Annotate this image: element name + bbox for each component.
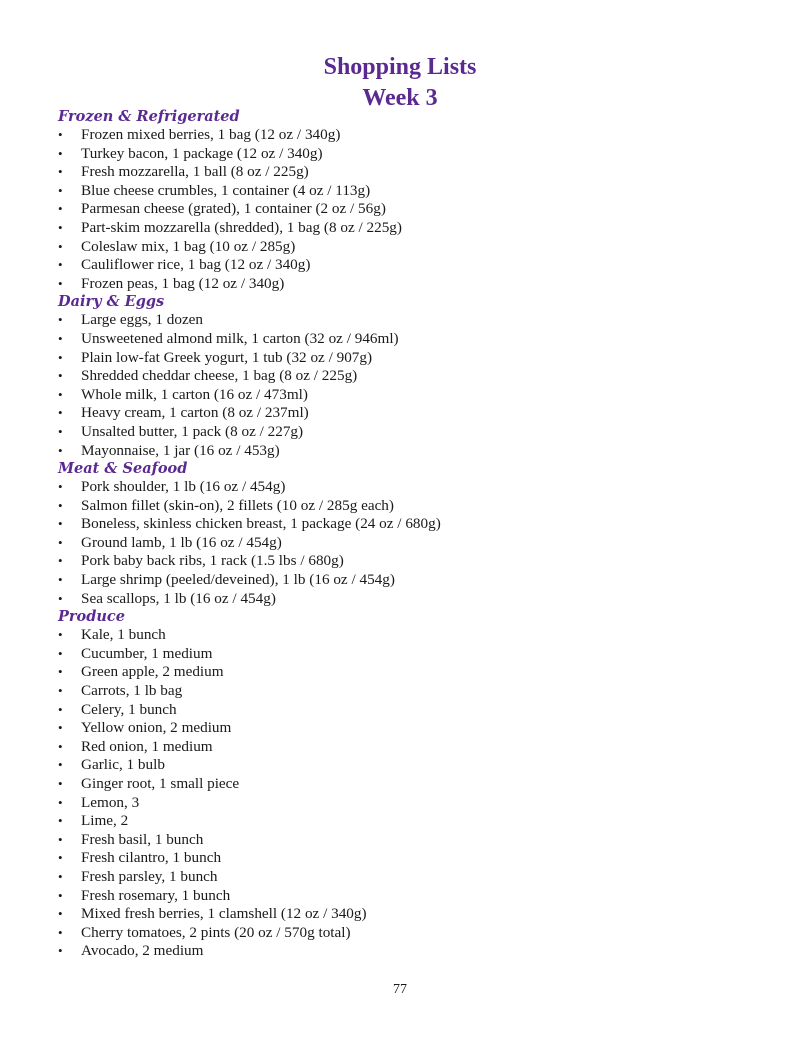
list-item: • Carrots, 1 lb bag (58, 682, 778, 701)
list-item: • Fresh mozzarella, 1 ball (8 oz / 225g) (58, 163, 778, 182)
list-item: • Cucumber, 1 medium (58, 645, 778, 664)
list-item: • Unsalted butter, 1 pack (8 oz / 227g) (58, 423, 778, 442)
list-item: • Part-skim mozzarella (shredded), 1 bag (8 oz / 225g) (58, 219, 778, 238)
list-item: • Parmesan cheese (grated), 1 container (2 oz / 56g) (58, 200, 778, 219)
section-heading: Frozen & Refrigerated (58, 108, 240, 125)
list-item: • Pork baby back ribs, 1 rack (1.5 lbs / 680g) (58, 552, 778, 571)
list-item: • Garlic, 1 bulb (58, 756, 778, 775)
list-item: • Boneless, skinless chicken breast, 1 package (24 oz / 680g) (58, 515, 778, 534)
list-item: • Fresh parsley, 1 bunch (58, 868, 778, 887)
list-item: • Whole milk, 1 carton (16 oz / 473ml) (58, 386, 778, 405)
list-item: • Lime, 2 (58, 812, 778, 831)
page-title: Shopping Lists (323, 54, 477, 80)
list-item: • Large shrimp (peeled/deveined), 1 lb (16 oz / 454g) (58, 571, 778, 590)
list-item: • Mixed fresh berries, 1 clamshell (12 oz / 340g) (58, 905, 778, 924)
list-item: • Coleslaw mix, 1 bag (10 oz / 285g) (58, 238, 778, 257)
section-dairy-eggs (58, 293, 778, 460)
list-item: • Heavy cream, 1 carton (8 oz / 237ml) (58, 404, 778, 423)
list-item: • Sea scallops, 1 lb (16 oz / 454g) (58, 590, 778, 609)
list-item: • Ground lamb, 1 lb (16 oz / 454g) (58, 534, 778, 553)
shopping-list (58, 108, 778, 961)
section-frozen-refrigerated (58, 108, 778, 293)
list-item: • Blue cheese crumbles, 1 container (4 oz / 113g) (58, 182, 778, 201)
list-item: • Celery, 1 bunch (58, 701, 778, 720)
item-list (58, 126, 778, 293)
list-item: • Fresh cilantro, 1 bunch (58, 849, 778, 868)
section-heading: Produce (58, 608, 125, 626)
page-number: 77 (393, 982, 407, 997)
list-item: • Mayonnaise, 1 jar (16 oz / 453g) (58, 442, 778, 461)
list-item: • Fresh rosemary, 1 bunch (58, 887, 778, 906)
item-list (58, 478, 778, 608)
section-heading: Dairy & Eggs (58, 293, 165, 311)
list-item: • Green apple, 2 medium (58, 663, 778, 682)
section-heading: Meat & Seafood (58, 460, 188, 478)
list-item: • Fresh basil, 1 bunch (58, 831, 778, 850)
section-produce (58, 608, 778, 961)
list-item: • Red onion, 1 medium (58, 738, 778, 757)
list-item: • Kale, 1 bunch (58, 626, 778, 645)
list-item: • Pork shoulder, 1 lb (16 oz / 454g) (58, 478, 778, 497)
list-item: • Shredded cheddar cheese, 1 bag (8 oz / 225g) (58, 367, 778, 386)
list-item: • Cherry tomatoes, 2 pints (20 oz / 570g total) (58, 924, 778, 943)
list-item: • Turkey bacon, 1 package (12 oz / 340g) (58, 145, 778, 164)
list-item: • Lemon, 3 (58, 794, 778, 813)
list-item: • Salmon fillet (skin-on), 2 fillets (10 oz / 285g each) (58, 497, 778, 516)
list-item: • Cauliflower rice, 1 bag (12 oz / 340g) (58, 256, 778, 275)
item-list (58, 626, 778, 961)
list-item: • Yellow onion, 2 medium (58, 719, 778, 738)
section-meat-seafood (58, 460, 778, 608)
list-item: • Large eggs, 1 dozen (58, 311, 778, 330)
list-item: • Frozen peas, 1 bag (12 oz / 340g) (58, 275, 778, 294)
list-item: • Avocado, 2 medium (58, 942, 778, 961)
list-item: • Unsweetened almond milk, 1 carton (32 oz / 946ml) (58, 330, 778, 349)
list-item: • Frozen mixed berries, 1 bag (12 oz / 340g) (58, 126, 778, 145)
page-subtitle: Week 3 (362, 85, 438, 111)
list-item: • Ginger root, 1 small piece (58, 775, 778, 794)
item-list (58, 311, 778, 460)
list-item: • Plain low-fat Greek yogurt, 1 tub (32 oz / 907g) (58, 349, 778, 368)
